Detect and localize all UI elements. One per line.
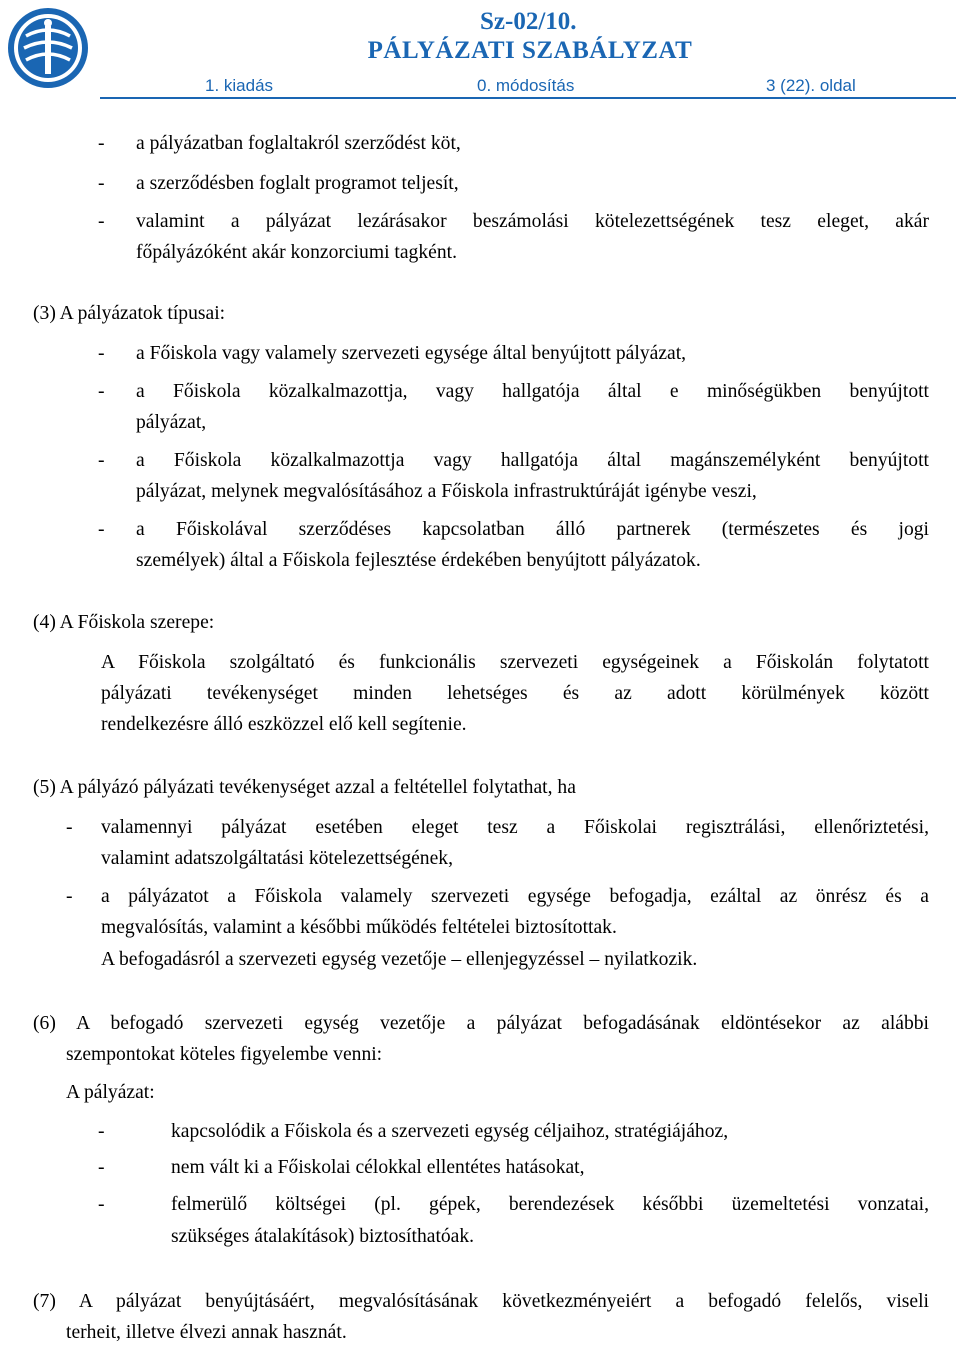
section-4-heading: (4) A Főiskola szerepe: [33,612,215,633]
dash-marker: - [66,817,73,838]
section-6-heading-continuation: szempontokat köteles figyelembe venni: [66,1044,383,1065]
document-code: Sz-02/10. [480,8,577,35]
dash-marker: - [98,519,105,540]
list-item: valamint a pályázat lezárásakor beszámolási kötelezettségének tesz eleget, akár [136,211,929,232]
edition-label: 1. kiadás [205,76,274,95]
section-3-heading: (3) A pályázatok típusai: [33,303,226,324]
list-item: a Főiskola vagy valamely szervezeti egysége által benyújtott pályázat, [136,343,687,364]
dash-marker: - [98,1121,105,1142]
list-item-continuation: megvalósítás, valamint a későbbi működés feltételei biztosítottak. [101,917,617,938]
list-item-continuation: valamint adatszolgáltatási kötelezettségének, [101,848,453,869]
section-6-heading: (6) A befogadó szervezeti egység vezetője a pályázat befogadásának eldöntésekor az alábbi [33,1013,929,1034]
paragraph-line: A befogadásról a szervezeti egység vezetője – ellenjegyzéssel – nyilatkozik. [101,949,698,970]
dash-marker: - [98,173,105,194]
list-item: valamennyi pályázat esetében eleget tesz a Főiskolai regisztrálási, ellenőriztetési, [101,817,929,838]
paragraph-line: A Főiskola szolgáltató és funkcionális szervezeti egységeinek a Főiskolán folytatott [101,652,929,673]
list-item-continuation: pályázat, [136,412,207,433]
dash-marker: - [98,450,105,471]
list-item-continuation: szükséges átalakítások) biztosíthatóak. [171,1226,475,1247]
page-number-label: 3 (22). oldal [766,76,856,95]
list-item-continuation: pályázat, melynek megvalósításához a Főiskola infrastruktúráját igénybe veszi, [136,481,757,502]
paragraph-line: rendelkezésre álló eszközzel elő kell segítenie. [101,714,467,735]
dash-marker: - [98,133,105,154]
list-item: a Főiskolával szerződéses kapcsolatban álló partnerek (természetes és jogi [136,519,929,540]
dash-marker: - [66,886,73,907]
list-item: a Főiskola közalkalmazottja, vagy hallgatója által e minőségükben benyújtott [136,381,929,402]
paragraph-line: pályázati tevékenységet minden lehetséges és az adott körülmények között [101,683,929,704]
section-5-heading: (5) A pályázó pályázati tevékenységet azzal a feltétellel folytathat, ha [33,777,576,798]
list-item: kapcsolódik a Főiskola és a szervezeti egység céljaihoz, stratégiájához, [171,1121,729,1142]
dash-marker: - [98,1157,105,1178]
dash-marker: - [98,381,105,402]
section-7-heading: (7) A pályázat benyújtásáért, megvalósításának következményeiért a befogadó felelős, viseli [33,1291,929,1312]
list-item: nem vált ki a Főiskolai célokkal ellentétes hatásokat, [171,1157,585,1178]
list-item-continuation: főpályázóként akár konzorciumi tagként. [136,242,457,263]
list-item: a pályázatot a Főiskola valamely szervezeti egysége befogadja, ezáltal az önrész és a [101,886,929,907]
college-logo-icon [6,6,90,90]
page-header [0,0,960,100]
list-item: a Főiskola közalkalmazottja vagy hallgatója által magánszemélyként benyújtott [136,450,929,471]
dash-marker: - [98,343,105,364]
modification-label: 0. módosítás [477,76,575,95]
header-meta-row [100,75,956,99]
list-item: a pályázatban foglaltakról szerződést köt, [136,133,461,154]
dash-marker: - [98,1194,105,1215]
list-item: a szerződésben foglalt programot teljesít, [136,173,459,194]
section-7-heading-continuation: terheit, illetve élvezi annak hasznát. [66,1322,347,1343]
list-item-continuation: személyek) által a Főiskola fejlesztése érdekében benyújtott pályázatok. [136,550,701,571]
list-item: felmerülő költségei (pl. gépek, berendezések későbbi üzemeltetési vonzatai, [171,1194,929,1215]
dash-marker: - [98,211,105,232]
document-title: PÁLYÁZATI SZABÁLYZAT [367,37,693,64]
sub-heading: A pályázat: [66,1082,155,1103]
